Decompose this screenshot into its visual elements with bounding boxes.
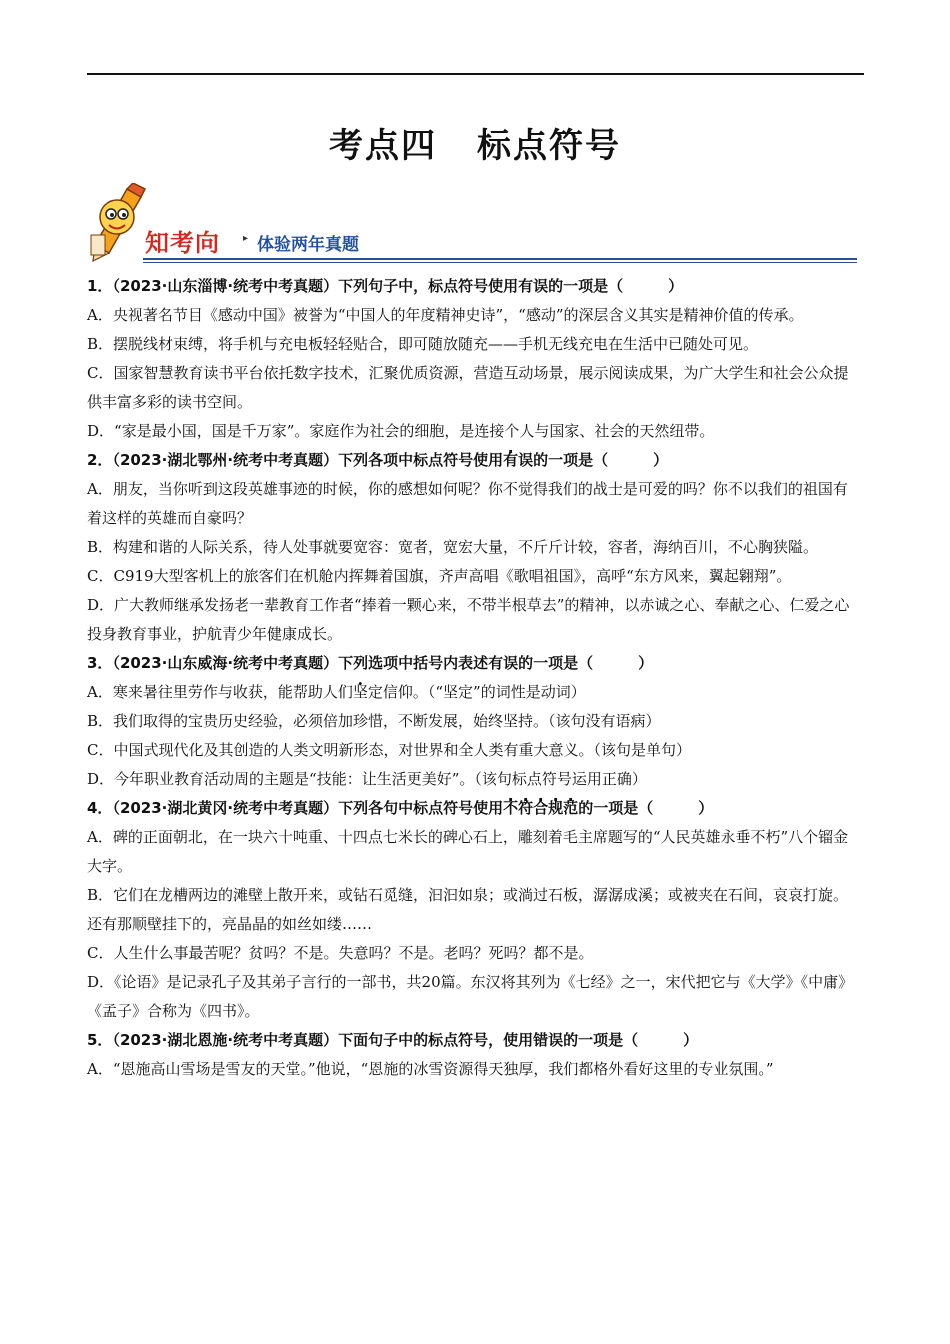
option-a: A．“恩施高山雪场是雪友的天堂。”他说，“恩施的冰雪资源得天独厚，我们都格外看好这里的专业氛围。” [87,1060,774,1078]
option-c: C．国家智慧教育读书平台依托数字技术，汇聚优质资源，营造互动场景，展示阅读成果，为广大学生和社会公众提供丰富多彩的读书空间。 [87,364,849,411]
question-2-heading [87,446,857,475]
emphasized-char: 合 [533,799,549,817]
option-a-pre: A．寒来暑往里劳作与收获，能帮助人们 [87,683,353,701]
option-d: D．今年职业教育活动周的主题是“技能：让生活更美好”。（该句标点符号运用正确） [87,770,647,788]
question-1-heading [87,272,857,301]
question-number: 2． [87,451,113,469]
question-5-heading [87,1026,857,1055]
option-c: C．人生什么事最苦呢？贫吗？不是。失意吗？不是。老吗？死吗？都不是。 [87,944,594,962]
question-5 [87,1026,857,1084]
option-a [87,678,857,707]
question-number: 4． [87,799,113,817]
question-4 [87,794,857,1026]
question-3-heading [87,649,857,678]
question-list [87,272,857,1084]
top-rule [87,73,864,75]
title-part1: 考点四 [329,126,437,166]
question-source: （2023·山东威海·统考中考真题） [112,654,339,672]
question-4-heading [87,794,857,823]
option-d: D．《论语》是记录孔子及其弟子言行的一部书，共20篇。东汉将其列为《七经》之一，宋代把它与《大学》《中庸》《孟子》合称为《四书》。 [87,973,854,1020]
page-title [0,118,950,167]
option-c: C．中国式现代化及其创造的人类文明新形态，对世界和全人类有重大意义。（该句是单句） [87,741,691,759]
section-arrow-icon: ▸ [243,233,249,244]
option-a: A．央视著名节目《感动中国》被誉为“中国人的年度精神史诗”，“感动”的深层含义其实是精神价值的传承。 [87,306,804,324]
question-number: 5． [87,1031,113,1049]
option-b: B．它们在龙槽两边的滩壁上散开来，或钻石觅缝，汩汩如泉；或淌过石板，潺潺成溪；或被夹在石间，哀哀打旋。还有那顺壁挂下的，亮晶晶的如丝如缕…… [87,886,849,933]
emphasized-char: 坚 [352,683,368,701]
question-source: （2023·湖北鄂州·统考中考真题） [112,451,339,469]
option-a: A．朋友，当你听到这段英雄事迹的时候，你的感想如何呢？你不觉得我们的战士是可爱的吗？你不以我们的祖国有着这样的英雄而自豪吗？ [87,480,848,527]
question-stem-post: 的一项是（ ） [578,799,714,817]
option-d: D．广大教师继承发扬老一辈教育工作者“捧着一颗心来，不带半根草去”的精神，以赤诚之心、奉献之心、仁爱之心投身教育事业，护航青少年健康成长。 [87,596,850,643]
title-part2: 标点符号 [477,126,621,166]
question-number: 1． [87,277,113,295]
question-stem-post: 误的一项是（ ） [518,451,669,469]
emphasized-char: 不 [503,799,519,817]
emphasized-char: 符 [518,799,534,817]
section-header [87,183,857,263]
section-title: 知考向 [145,229,220,257]
option-b: B．摆脱线材束缚，将手机与充电板轻轻贴合，即可随放随充——手机无线充电在生活中已随处可见。 [87,335,759,353]
section-underline-thin [143,262,857,263]
question-stem: 下列句子中，标点符号使用有误的一项是（ ） [338,277,684,295]
emphasized-char: 规 [548,799,564,817]
emphasized-char: 范 [563,799,579,817]
question-2 [87,446,857,649]
question-source: （2023·湖北黄冈·统考中考真题） [112,799,339,817]
question-stem: 下列选项中括号内表述有误的一项是（ ） [338,654,654,672]
question-3 [87,649,857,794]
section-underline [143,258,857,260]
emphasized-char: 有 [503,451,519,469]
question-stem-pre: 下列各句中标点符号使用 [338,799,504,817]
section-subtitle: 体验两年真题 [257,235,359,255]
question-source: （2023·山东淄博·统考中考真题） [112,277,339,295]
question-number: 3． [87,654,113,672]
option-d: D．“家是最小国，国是千万家”。家庭作为社会的细胞，是连接个人与国家、社会的天然纽带。 [87,422,715,440]
option-a-post: 定信仰。（“坚定”的词性是动词） [367,683,586,701]
option-b: B．我们取得的宝贵历史经验，必须倍加珍惜，不断发展，始终坚持。（该句没有语病） [87,712,661,730]
pencil-mascot-icon [87,183,151,263]
question-1 [87,272,857,446]
question-stem-pre: 下列各项中标点符号使用 [338,451,504,469]
question-source: （2023·湖北恩施·统考中考真题） [112,1031,339,1049]
question-stem: 下面句子中的标点符号，使用错误的一项是（ ） [338,1031,699,1049]
option-b: B．构建和谐的人际关系，待人处事就要宽容：宽者，宽宏大量，不斤斤计较，容者，海纳百川，不心胸狭隘。 [87,538,819,556]
option-a: A．碑的正面朝北，在一块六十吨重、十四点七米长的碑心石上，雕刻着毛主席题写的“人民英雄永垂不朽”八个镏金大字。 [87,828,849,875]
option-c: C．C919大型客机上的旅客们在机舱内挥舞着国旗，齐声高唱《歌唱祖国》，高呼“东方风来，翼起翱翔”。 [87,567,792,585]
